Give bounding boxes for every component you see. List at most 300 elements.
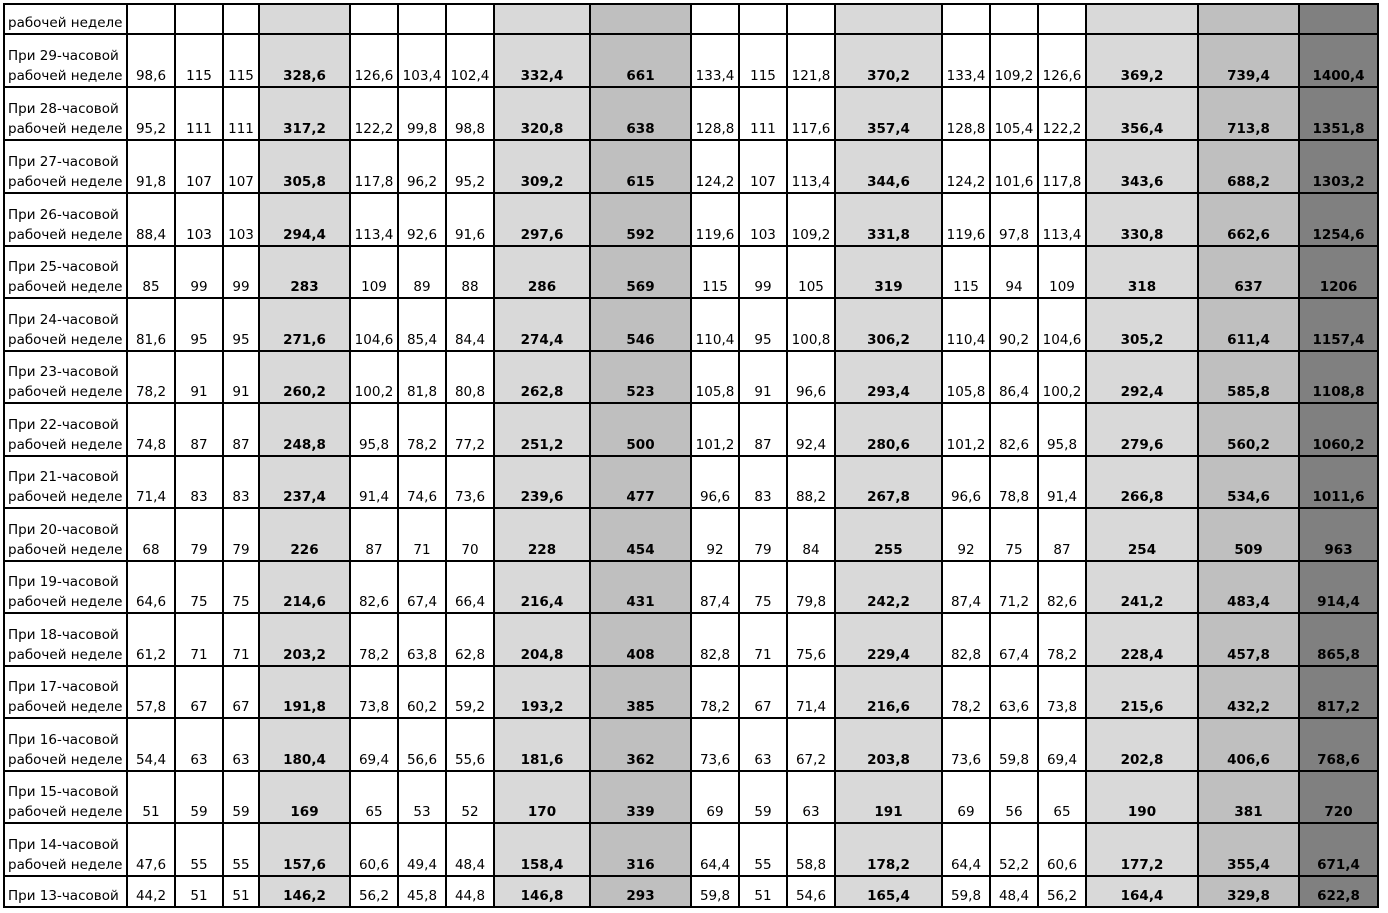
table-cell: 113,4 <box>350 193 398 246</box>
table-cell: 69 <box>942 771 990 823</box>
table-cell: 283 <box>259 246 350 298</box>
table-cell: 339 <box>590 771 691 823</box>
table-cell: 62,8 <box>446 613 494 666</box>
table-cell: 248,8 <box>259 403 350 456</box>
table-cell: 74,6 <box>398 456 446 508</box>
table-cell: 560,2 <box>1198 403 1299 456</box>
table-cell <box>127 4 175 34</box>
table-cell: 546 <box>590 298 691 351</box>
table-cell: 688,2 <box>1198 140 1299 193</box>
table-cell: 164,4 <box>1086 876 1198 907</box>
table-cell: 73,8 <box>350 666 398 718</box>
table-cell: 122,2 <box>1038 87 1086 140</box>
table-cell: 111 <box>223 87 259 140</box>
table-cell: 99 <box>175 246 223 298</box>
table-cell: 61,2 <box>127 613 175 666</box>
table-cell: 500 <box>590 403 691 456</box>
table-cell: 126,6 <box>1038 34 1086 87</box>
table-cell: 110,4 <box>691 298 739 351</box>
table-cell: 71,4 <box>787 666 835 718</box>
table-cell: 107 <box>223 140 259 193</box>
table-cell: 109,2 <box>787 193 835 246</box>
table-cell: 457,8 <box>1198 613 1299 666</box>
table-cell: 91 <box>223 351 259 403</box>
table-cell: 60,6 <box>350 823 398 876</box>
table-cell: 78,2 <box>691 666 739 718</box>
table-cell: 85,4 <box>398 298 446 351</box>
table-cell: 262,8 <box>494 351 590 403</box>
table-cell: 104,6 <box>350 298 398 351</box>
table-cell: 73,6 <box>446 456 494 508</box>
table-row <box>4 4 1378 34</box>
table-cell: 105,8 <box>691 351 739 403</box>
table-cell: 99 <box>223 246 259 298</box>
table-cell: 82,8 <box>691 613 739 666</box>
table-cell: 408 <box>590 613 691 666</box>
table-cell: 260,2 <box>259 351 350 403</box>
table-cell: 95,8 <box>1038 403 1086 456</box>
table-cell: 51 <box>175 876 223 907</box>
table-cell: 103 <box>223 193 259 246</box>
table-cell: 87 <box>350 508 398 561</box>
table-cell: 483,4 <box>1198 561 1299 613</box>
table-cell: 88 <box>446 246 494 298</box>
table-cell: 84,4 <box>446 298 494 351</box>
table-cell: 146,8 <box>494 876 590 907</box>
table-cell: 97,8 <box>990 193 1038 246</box>
table-cell: 280,6 <box>835 403 942 456</box>
table-cell: 113,4 <box>787 140 835 193</box>
table-cell: 202,8 <box>1086 718 1198 771</box>
table-cell: 60,2 <box>398 666 446 718</box>
table-cell: 1254,6 <box>1299 193 1378 246</box>
table-cell: 49,4 <box>398 823 446 876</box>
table-cell: 286 <box>494 246 590 298</box>
table-cell: 107 <box>175 140 223 193</box>
table-cell: 78,2 <box>127 351 175 403</box>
table-cell: 119,6 <box>691 193 739 246</box>
table-cell: 48,4 <box>990 876 1038 907</box>
table-cell <box>942 4 990 34</box>
table-cell: 1351,8 <box>1299 87 1378 140</box>
row-label: При 27-часовой рабочей неделе <box>4 140 127 193</box>
table-cell: 292,4 <box>1086 351 1198 403</box>
table-row <box>4 193 1378 246</box>
table-cell: 63 <box>787 771 835 823</box>
table-cell: 96,2 <box>398 140 446 193</box>
table-row <box>4 140 1378 193</box>
row-label: При 24-часовой рабочей неделе <box>4 298 127 351</box>
table-cell: 59 <box>223 771 259 823</box>
table-cell: 89 <box>398 246 446 298</box>
table-cell: 75,6 <box>787 613 835 666</box>
table-cell: 637 <box>1198 246 1299 298</box>
row-label: При 19-часовой рабочей неделе <box>4 561 127 613</box>
table-cell: 177,2 <box>1086 823 1198 876</box>
table-cell: 63 <box>739 718 787 771</box>
table-cell: 592 <box>590 193 691 246</box>
table-cell: 190 <box>1086 771 1198 823</box>
table-cell: 95,2 <box>127 87 175 140</box>
table-cell <box>691 4 739 34</box>
table-row <box>4 351 1378 403</box>
table-cell: 79 <box>175 508 223 561</box>
table-cell: 293,4 <box>835 351 942 403</box>
table-cell: 59,8 <box>942 876 990 907</box>
table-cell: 111 <box>175 87 223 140</box>
table-cell: 661 <box>590 34 691 87</box>
table-cell: 662,6 <box>1198 193 1299 246</box>
table-cell: 115 <box>942 246 990 298</box>
table-cell: 71 <box>739 613 787 666</box>
table-cell: 54,6 <box>787 876 835 907</box>
table-cell: 83 <box>175 456 223 508</box>
table-cell: 228,4 <box>1086 613 1198 666</box>
table-cell: 294,4 <box>259 193 350 246</box>
table-cell: 713,8 <box>1198 87 1299 140</box>
table-cell: 55 <box>223 823 259 876</box>
table-cell: 95,2 <box>446 140 494 193</box>
table-cell: 128,8 <box>691 87 739 140</box>
table-cell: 102,4 <box>446 34 494 87</box>
table-cell: 96,6 <box>942 456 990 508</box>
table-cell: 178,2 <box>835 823 942 876</box>
row-label: рабочей неделе <box>4 4 127 34</box>
table-cell <box>350 4 398 34</box>
table-cell: 69,4 <box>1038 718 1086 771</box>
table-cell: 73,8 <box>1038 666 1086 718</box>
table-cell: 75 <box>739 561 787 613</box>
table-cell <box>494 4 590 34</box>
table-cell: 569 <box>590 246 691 298</box>
table-cell: 963 <box>1299 508 1378 561</box>
table-cell: 59,8 <box>990 718 1038 771</box>
table-cell: 71,2 <box>990 561 1038 613</box>
table-cell: 865,8 <box>1299 613 1378 666</box>
table-cell: 216,6 <box>835 666 942 718</box>
table-cell: 509 <box>1198 508 1299 561</box>
table-cell: 73,6 <box>691 718 739 771</box>
table-cell: 214,6 <box>259 561 350 613</box>
table-cell <box>175 4 223 34</box>
table-cell: 1060,2 <box>1299 403 1378 456</box>
table-cell: 241,2 <box>1086 561 1198 613</box>
table-cell: 100,2 <box>350 351 398 403</box>
table-row <box>4 613 1378 666</box>
table-row <box>4 561 1378 613</box>
table-row <box>4 456 1378 508</box>
table-cell: 320,8 <box>494 87 590 140</box>
table-cell: 117,8 <box>350 140 398 193</box>
table-cell: 638 <box>590 87 691 140</box>
row-label: При 14-часовой рабочей неделе <box>4 823 127 876</box>
table-cell: 83 <box>739 456 787 508</box>
table-cell: 332,4 <box>494 34 590 87</box>
table-cell: 44,2 <box>127 876 175 907</box>
row-label: При 25-часовой рабочей неделе <box>4 246 127 298</box>
table-cell: 344,6 <box>835 140 942 193</box>
table-cell: 71 <box>175 613 223 666</box>
table-cell: 124,2 <box>942 140 990 193</box>
table-cell: 75 <box>990 508 1038 561</box>
table-cell: 309,2 <box>494 140 590 193</box>
table-cell: 343,6 <box>1086 140 1198 193</box>
table-cell: 328,6 <box>259 34 350 87</box>
table-cell <box>590 4 691 34</box>
table-cell: 87 <box>739 403 787 456</box>
table-cell <box>990 4 1038 34</box>
table-cell: 94 <box>990 246 1038 298</box>
table-cell: 228 <box>494 508 590 561</box>
table-cell: 51 <box>739 876 787 907</box>
table-cell: 69,4 <box>350 718 398 771</box>
table-cell: 319 <box>835 246 942 298</box>
table-cell: 85 <box>127 246 175 298</box>
table-cell: 105,4 <box>990 87 1038 140</box>
table-cell: 95,8 <box>350 403 398 456</box>
table-cell: 56,2 <box>350 876 398 907</box>
row-label: При 18-часовой рабочей неделе <box>4 613 127 666</box>
table-cell: 817,2 <box>1299 666 1378 718</box>
table-cell: 63 <box>175 718 223 771</box>
table-cell: 1157,4 <box>1299 298 1378 351</box>
table-cell: 59 <box>739 771 787 823</box>
table-cell: 431 <box>590 561 691 613</box>
table-cell: 768,6 <box>1299 718 1378 771</box>
table-cell: 80,8 <box>446 351 494 403</box>
table-cell: 330,8 <box>1086 193 1198 246</box>
table-cell: 78,2 <box>350 613 398 666</box>
table-cell: 51 <box>127 771 175 823</box>
table-cell: 78,2 <box>942 666 990 718</box>
table-cell: 101,2 <box>691 403 739 456</box>
table-cell: 71,4 <box>127 456 175 508</box>
table-cell: 96,6 <box>691 456 739 508</box>
table-cell: 133,4 <box>942 34 990 87</box>
table-cell: 109 <box>1038 246 1086 298</box>
table-row <box>4 876 1378 907</box>
table-row <box>4 718 1378 771</box>
table-cell: 87 <box>175 403 223 456</box>
table-cell: 53 <box>398 771 446 823</box>
table-cell: 92,6 <box>398 193 446 246</box>
table-cell: 191,8 <box>259 666 350 718</box>
table-cell: 59,2 <box>446 666 494 718</box>
table-cell: 91,4 <box>1038 456 1086 508</box>
table-row <box>4 403 1378 456</box>
table-cell: 64,6 <box>127 561 175 613</box>
table-cell: 109,2 <box>990 34 1038 87</box>
table-cell: 69 <box>691 771 739 823</box>
table-cell <box>1086 4 1198 34</box>
table-cell: 128,8 <box>942 87 990 140</box>
table-cell: 87,4 <box>691 561 739 613</box>
table-cell: 81,6 <box>127 298 175 351</box>
table-cell: 78,2 <box>398 403 446 456</box>
table-cell: 82,6 <box>1038 561 1086 613</box>
table-cell: 47,6 <box>127 823 175 876</box>
table-cell: 78,8 <box>990 456 1038 508</box>
table-cell: 121,8 <box>787 34 835 87</box>
table-cell: 239,6 <box>494 456 590 508</box>
table-cell: 133,4 <box>691 34 739 87</box>
table-cell: 215,6 <box>1086 666 1198 718</box>
table-cell: 369,2 <box>1086 34 1198 87</box>
table-cell: 293 <box>590 876 691 907</box>
table-cell: 98,6 <box>127 34 175 87</box>
table-cell: 63,8 <box>398 613 446 666</box>
table-cell: 355,4 <box>1198 823 1299 876</box>
table-cell: 82,6 <box>990 403 1038 456</box>
table-cell: 58,8 <box>787 823 835 876</box>
table-cell: 180,4 <box>259 718 350 771</box>
table-cell: 113,4 <box>1038 193 1086 246</box>
table-cell: 79,8 <box>787 561 835 613</box>
table-cell: 64,4 <box>691 823 739 876</box>
table-cell: 103,4 <box>398 34 446 87</box>
row-label: При 29-часовой рабочей неделе <box>4 34 127 87</box>
table-cell: 55 <box>739 823 787 876</box>
table-cell: 57,8 <box>127 666 175 718</box>
table-cell: 720 <box>1299 771 1378 823</box>
table-cell: 71 <box>223 613 259 666</box>
table-cell: 615 <box>590 140 691 193</box>
table-cell: 356,4 <box>1086 87 1198 140</box>
table-cell: 279,6 <box>1086 403 1198 456</box>
table-cell: 104,6 <box>1038 298 1086 351</box>
table-cell: 381 <box>1198 771 1299 823</box>
table-cell: 109 <box>350 246 398 298</box>
table-cell: 55 <box>175 823 223 876</box>
table-cell: 84 <box>787 508 835 561</box>
table-cell: 203,8 <box>835 718 942 771</box>
table-cell: 59,8 <box>691 876 739 907</box>
table-cell: 306,2 <box>835 298 942 351</box>
table-cell: 79 <box>223 508 259 561</box>
table-cell: 267,8 <box>835 456 942 508</box>
table-cell: 51 <box>223 876 259 907</box>
table-cell: 101,6 <box>990 140 1038 193</box>
table-cell: 181,6 <box>494 718 590 771</box>
table-cell <box>1038 4 1086 34</box>
table-cell: 237,4 <box>259 456 350 508</box>
table-cell: 78,2 <box>1038 613 1086 666</box>
table-cell: 158,4 <box>494 823 590 876</box>
table-cell: 914,4 <box>1299 561 1378 613</box>
table-cell: 117,8 <box>1038 140 1086 193</box>
table-cell: 305,2 <box>1086 298 1198 351</box>
table-row <box>4 87 1378 140</box>
table-cell: 92,4 <box>787 403 835 456</box>
table-cell: 146,2 <box>259 876 350 907</box>
table-cell: 739,4 <box>1198 34 1299 87</box>
table-cell: 68 <box>127 508 175 561</box>
table-cell <box>259 4 350 34</box>
table-cell <box>1299 4 1378 34</box>
table-cell: 611,4 <box>1198 298 1299 351</box>
row-label: При 17-часовой рабочей неделе <box>4 666 127 718</box>
table-cell: 52,2 <box>990 823 1038 876</box>
table-cell: 65 <box>1038 771 1086 823</box>
table-cell <box>1198 4 1299 34</box>
table-cell: 126,6 <box>350 34 398 87</box>
row-label: При 13-часовой <box>4 876 127 907</box>
table-cell: 122,2 <box>350 87 398 140</box>
table-cell: 271,6 <box>259 298 350 351</box>
table-cell: 67,2 <box>787 718 835 771</box>
row-label: При 28-часовой рабочей неделе <box>4 87 127 140</box>
table-cell: 77,2 <box>446 403 494 456</box>
table-cell <box>739 4 787 34</box>
table-cell: 90,2 <box>990 298 1038 351</box>
row-label: При 22-часовой рабочей неделе <box>4 403 127 456</box>
table-cell: 66,4 <box>446 561 494 613</box>
table-cell: 91,4 <box>350 456 398 508</box>
table-cell: 534,6 <box>1198 456 1299 508</box>
table-cell: 67 <box>175 666 223 718</box>
table-cell: 65 <box>350 771 398 823</box>
table-cell: 60,6 <box>1038 823 1086 876</box>
norms-table <box>3 3 1379 908</box>
table-cell: 191 <box>835 771 942 823</box>
table-cell: 115 <box>223 34 259 87</box>
table-cell: 75 <box>223 561 259 613</box>
table-cell: 83 <box>223 456 259 508</box>
row-label: При 26-часовой рабочей неделе <box>4 193 127 246</box>
table-cell: 82,6 <box>350 561 398 613</box>
table-cell: 251,2 <box>494 403 590 456</box>
table-cell: 305,8 <box>259 140 350 193</box>
table-cell: 67,4 <box>990 613 1038 666</box>
table-cell: 87 <box>223 403 259 456</box>
table-cell: 56 <box>990 771 1038 823</box>
table-cell: 55,6 <box>446 718 494 771</box>
table-cell: 95 <box>223 298 259 351</box>
table-cell: 99,8 <box>398 87 446 140</box>
table-cell: 45,8 <box>398 876 446 907</box>
table-cell: 432,2 <box>1198 666 1299 718</box>
table-cell: 111 <box>739 87 787 140</box>
table-cell: 622,8 <box>1299 876 1378 907</box>
table-cell: 169 <box>259 771 350 823</box>
table-cell: 73,6 <box>942 718 990 771</box>
table-cell: 406,6 <box>1198 718 1299 771</box>
table-cell <box>223 4 259 34</box>
table-cell: 63 <box>223 718 259 771</box>
table-cell: 74,8 <box>127 403 175 456</box>
table-cell: 91,8 <box>127 140 175 193</box>
table-row <box>4 666 1378 718</box>
table-cell: 86,4 <box>990 351 1038 403</box>
table-cell: 98,8 <box>446 87 494 140</box>
row-label: При 16-часовой рабочей неделе <box>4 718 127 771</box>
table-cell: 203,2 <box>259 613 350 666</box>
table-cell: 48,4 <box>446 823 494 876</box>
table-cell: 81,8 <box>398 351 446 403</box>
table-cell: 266,8 <box>1086 456 1198 508</box>
table-cell: 1400,4 <box>1299 34 1378 87</box>
table-cell: 56,2 <box>1038 876 1086 907</box>
table-cell: 165,4 <box>835 876 942 907</box>
table-cell: 103 <box>739 193 787 246</box>
table-cell: 100,8 <box>787 298 835 351</box>
table-cell: 100,2 <box>1038 351 1086 403</box>
table-cell: 329,8 <box>1198 876 1299 907</box>
table-cell: 88,4 <box>127 193 175 246</box>
table-cell: 226 <box>259 508 350 561</box>
table-cell <box>835 4 942 34</box>
table-cell: 1011,6 <box>1299 456 1378 508</box>
